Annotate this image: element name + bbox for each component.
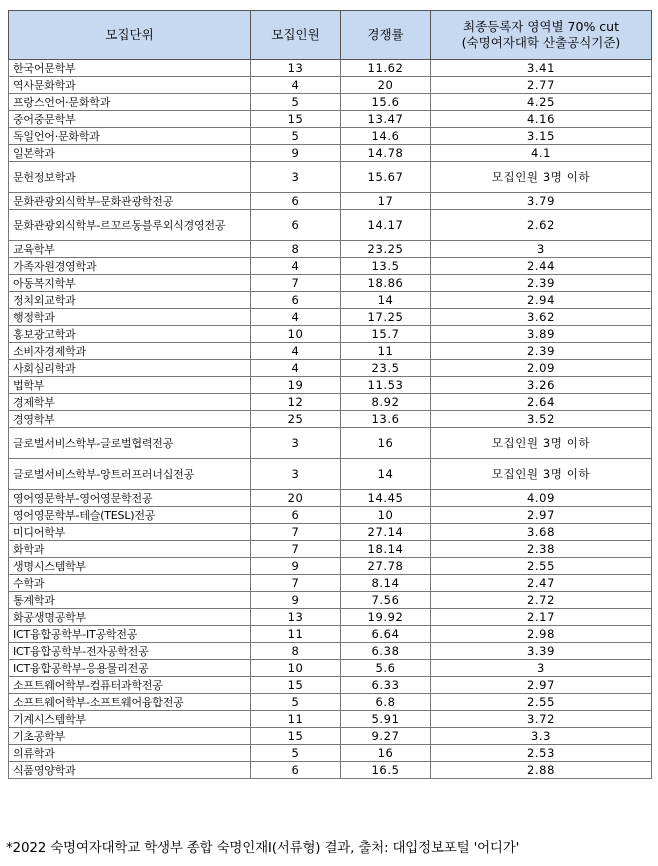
- cell-unit: 중어중문학부: [9, 111, 251, 128]
- cell-cut: 4.09: [431, 490, 652, 507]
- cell-cut: 2.55: [431, 694, 652, 711]
- table-row: [9, 745, 652, 762]
- table-row: [9, 60, 652, 77]
- cell-competition: 5.91: [341, 711, 431, 728]
- cell-quota: 7: [251, 575, 341, 592]
- cell-unit: ICT융합공학부-IT공학전공: [9, 626, 251, 643]
- cell-competition: 7.56: [341, 592, 431, 609]
- table-row: [9, 762, 652, 779]
- cell-cut: 3.68: [431, 524, 652, 541]
- cell-cut: 2.88: [431, 762, 652, 779]
- cell-cut: 2.72: [431, 592, 652, 609]
- cell-quota: 9: [251, 558, 341, 575]
- cell-unit: 문화관광외식학부-문화관광학전공: [9, 193, 251, 210]
- cell-competition: 14.78: [341, 145, 431, 162]
- cell-unit: 글로벌서비스학부-글로벌협력전공: [9, 428, 251, 459]
- cell-unit: 글로벌서비스학부-앙트러프러너십전공: [9, 459, 251, 490]
- table-row: [9, 490, 652, 507]
- cell-quota: 8: [251, 241, 341, 258]
- cell-competition: 6.64: [341, 626, 431, 643]
- cell-quota: 11: [251, 711, 341, 728]
- table-row: [9, 592, 652, 609]
- cell-quota: 13: [251, 60, 341, 77]
- cell-unit: 기계시스템학부: [9, 711, 251, 728]
- table-row: [9, 507, 652, 524]
- cell-quota: 4: [251, 77, 341, 94]
- cell-competition: 11: [341, 343, 431, 360]
- cell-quota: 9: [251, 145, 341, 162]
- table-row: [9, 360, 652, 377]
- cell-unit: 영어영문학부-테슬(TESL)전공: [9, 507, 251, 524]
- header-unit: 모집단위: [9, 11, 251, 60]
- cell-unit: 교육학부: [9, 241, 251, 258]
- cell-competition: 13.6: [341, 411, 431, 428]
- cell-quota: 5: [251, 745, 341, 762]
- cell-quota: 15: [251, 677, 341, 694]
- cell-cut: 2.77: [431, 77, 652, 94]
- table-row: [9, 94, 652, 111]
- cell-unit: 기초공학부: [9, 728, 251, 745]
- cell-competition: 15.7: [341, 326, 431, 343]
- cell-competition: 14.17: [341, 210, 431, 241]
- cell-unit: 문헌정보학과: [9, 162, 251, 193]
- cell-unit: 경제학부: [9, 394, 251, 411]
- cell-competition: 8.92: [341, 394, 431, 411]
- cell-competition: 23.25: [341, 241, 431, 258]
- cell-quota: 3: [251, 428, 341, 459]
- cell-quota: 7: [251, 541, 341, 558]
- table-row: [9, 309, 652, 326]
- cell-cut: 2.47: [431, 575, 652, 592]
- cell-cut: 3: [431, 241, 652, 258]
- cell-quota: 6: [251, 507, 341, 524]
- cell-competition: 23.5: [341, 360, 431, 377]
- table-row: [9, 411, 652, 428]
- cell-quota: 19: [251, 377, 341, 394]
- cell-competition: 6.8: [341, 694, 431, 711]
- cell-competition: 6.38: [341, 643, 431, 660]
- admission-results-table: [8, 10, 652, 779]
- cell-unit: 식품영양학과: [9, 762, 251, 779]
- cell-unit: 일본학과: [9, 145, 251, 162]
- cell-quota: 6: [251, 762, 341, 779]
- cell-cut: 3.26: [431, 377, 652, 394]
- table-row: [9, 275, 652, 292]
- cell-quota: 5: [251, 94, 341, 111]
- table-row: [9, 575, 652, 592]
- cell-unit: 프랑스언어·문화학과: [9, 94, 251, 111]
- cell-cut: 2.17: [431, 609, 652, 626]
- cell-unit: 경영학부: [9, 411, 251, 428]
- cell-competition: 11.53: [341, 377, 431, 394]
- cell-cut: 3: [431, 660, 652, 677]
- cell-quota: 10: [251, 660, 341, 677]
- table-row: [9, 643, 652, 660]
- cell-quota: 8: [251, 643, 341, 660]
- cell-unit: 가족자원경영학과: [9, 258, 251, 275]
- table-row: [9, 558, 652, 575]
- cell-quota: 6: [251, 193, 341, 210]
- cell-cut: 2.97: [431, 677, 652, 694]
- cell-unit: 미디어학부: [9, 524, 251, 541]
- cell-competition: 14: [341, 459, 431, 490]
- cell-quota: 5: [251, 128, 341, 145]
- table-row: [9, 428, 652, 459]
- cell-cut: 2.39: [431, 343, 652, 360]
- cell-competition: 16: [341, 745, 431, 762]
- cell-cut: 2.64: [431, 394, 652, 411]
- cell-competition: 15.6: [341, 94, 431, 111]
- cell-quota: 5: [251, 694, 341, 711]
- table-row: [9, 377, 652, 394]
- cell-cut: 4.16: [431, 111, 652, 128]
- cell-competition: 6.33: [341, 677, 431, 694]
- cell-quota: 4: [251, 258, 341, 275]
- cell-quota: 6: [251, 210, 341, 241]
- cell-competition: 19.92: [341, 609, 431, 626]
- cell-cut: 3.52: [431, 411, 652, 428]
- header-cut-line1: 최종등록자 영역별 70% cut: [463, 19, 619, 34]
- table-row: [9, 145, 652, 162]
- cell-competition: 27.14: [341, 524, 431, 541]
- cell-quota: 7: [251, 275, 341, 292]
- cell-quota: 3: [251, 459, 341, 490]
- cell-competition: 15.67: [341, 162, 431, 193]
- table-row: [9, 128, 652, 145]
- table-row: [9, 162, 652, 193]
- table-row: [9, 728, 652, 745]
- cell-cut: 모집인원 3명 이하: [431, 162, 652, 193]
- cell-unit: 소프트웨어학부-컴퓨터과학전공: [9, 677, 251, 694]
- cell-cut: 3.41: [431, 60, 652, 77]
- cell-cut: 2.62: [431, 210, 652, 241]
- cell-unit: 사회심리학과: [9, 360, 251, 377]
- header-row: [9, 11, 652, 60]
- table-row: [9, 326, 652, 343]
- cell-unit: 법학부: [9, 377, 251, 394]
- cell-unit: 한국어문학부: [9, 60, 251, 77]
- cell-competition: 17.25: [341, 309, 431, 326]
- table-row: [9, 292, 652, 309]
- cell-cut: 3.39: [431, 643, 652, 660]
- cell-competition: 18.14: [341, 541, 431, 558]
- cell-competition: 16: [341, 428, 431, 459]
- cell-unit: 생명시스템학부: [9, 558, 251, 575]
- cell-competition: 16.5: [341, 762, 431, 779]
- cell-unit: ICT융합공학부-전자공학전공: [9, 643, 251, 660]
- cell-competition: 17: [341, 193, 431, 210]
- cell-cut: 2.38: [431, 541, 652, 558]
- cell-competition: 20: [341, 77, 431, 94]
- cell-unit: 수학과: [9, 575, 251, 592]
- cell-cut: 3.15: [431, 128, 652, 145]
- table-row: [9, 210, 652, 241]
- cell-cut: 3.72: [431, 711, 652, 728]
- cell-unit: 홍보광고학과: [9, 326, 251, 343]
- cell-quota: 15: [251, 111, 341, 128]
- cell-unit: 독일언어·문화학과: [9, 128, 251, 145]
- table-row: [9, 193, 652, 210]
- cell-quota: 4: [251, 343, 341, 360]
- header-competition: 경쟁률: [341, 11, 431, 60]
- table-row: [9, 677, 652, 694]
- table-row: [9, 459, 652, 490]
- table-row: [9, 77, 652, 94]
- cell-cut: 2.55: [431, 558, 652, 575]
- cell-cut: 3.79: [431, 193, 652, 210]
- table-row: [9, 626, 652, 643]
- cell-quota: 15: [251, 728, 341, 745]
- cell-competition: 8.14: [341, 575, 431, 592]
- table-row: [9, 660, 652, 677]
- cell-cut: 3.89: [431, 326, 652, 343]
- cell-cut: 모집인원 3명 이하: [431, 459, 652, 490]
- header-cut: [431, 11, 652, 60]
- table-row: [9, 694, 652, 711]
- table-row: [9, 394, 652, 411]
- cell-quota: 6: [251, 292, 341, 309]
- cell-quota: 12: [251, 394, 341, 411]
- cell-competition: 13.47: [341, 111, 431, 128]
- header-quota: 모집인원: [251, 11, 341, 60]
- cell-unit: 통계학과: [9, 592, 251, 609]
- cell-cut: 4.1: [431, 145, 652, 162]
- cell-cut: 2.94: [431, 292, 652, 309]
- cell-quota: 7: [251, 524, 341, 541]
- cell-quota: 20: [251, 490, 341, 507]
- cell-unit: 역사문화학과: [9, 77, 251, 94]
- cell-quota: 4: [251, 309, 341, 326]
- cell-unit: 아동복지학부: [9, 275, 251, 292]
- cell-competition: 10: [341, 507, 431, 524]
- table-row: [9, 258, 652, 275]
- table-row: [9, 111, 652, 128]
- table-row: [9, 541, 652, 558]
- cell-cut: 2.09: [431, 360, 652, 377]
- cell-cut: 2.97: [431, 507, 652, 524]
- cell-unit: 소프트웨어학부-소프트웨어융합전공: [9, 694, 251, 711]
- cell-unit: 화학과: [9, 541, 251, 558]
- footnote: *2022 숙명여자대학교 학생부 종합 숙명인재Ⅰ(서류형) 결과, 출처: 대입정보포털 '어디가': [6, 840, 520, 856]
- cell-unit: 영어영문학부-영어영문학전공: [9, 490, 251, 507]
- cell-competition: 18.86: [341, 275, 431, 292]
- cell-cut: 3.62: [431, 309, 652, 326]
- cell-competition: 14: [341, 292, 431, 309]
- cell-competition: 14.45: [341, 490, 431, 507]
- cell-unit: 의류학과: [9, 745, 251, 762]
- header-cut-line2: (숙명여자대학 산출공식기준): [461, 35, 621, 50]
- cell-quota: 11: [251, 626, 341, 643]
- cell-cut: 모집인원 3명 이하: [431, 428, 652, 459]
- table-row: [9, 524, 652, 541]
- cell-unit: 행정학과: [9, 309, 251, 326]
- cell-competition: 11.62: [341, 60, 431, 77]
- cell-cut: 4.25: [431, 94, 652, 111]
- cell-quota: 3: [251, 162, 341, 193]
- cell-competition: 5.6: [341, 660, 431, 677]
- cell-unit: 문화관광외식학부-르꼬르동블루외식경영전공: [9, 210, 251, 241]
- table-row: [9, 711, 652, 728]
- cell-competition: 27.78: [341, 558, 431, 575]
- cell-quota: 10: [251, 326, 341, 343]
- cell-competition: 14.6: [341, 128, 431, 145]
- cell-unit: 정치외교학과: [9, 292, 251, 309]
- table-row: [9, 609, 652, 626]
- table-row: [9, 241, 652, 258]
- cell-unit: 소비자경제학과: [9, 343, 251, 360]
- cell-unit: ICT융합공학부-응용물리전공: [9, 660, 251, 677]
- table-row: [9, 343, 652, 360]
- cell-quota: 4: [251, 360, 341, 377]
- cell-quota: 9: [251, 592, 341, 609]
- cell-cut: 2.53: [431, 745, 652, 762]
- cell-quota: 25: [251, 411, 341, 428]
- cell-cut: 2.39: [431, 275, 652, 292]
- cell-cut: 2.44: [431, 258, 652, 275]
- cell-unit: 화공생명공학부: [9, 609, 251, 626]
- cell-quota: 13: [251, 609, 341, 626]
- table-body: [9, 60, 652, 779]
- cell-competition: 13.5: [341, 258, 431, 275]
- cell-competition: 9.27: [341, 728, 431, 745]
- cell-cut: 3.3: [431, 728, 652, 745]
- cell-cut: 2.98: [431, 626, 652, 643]
